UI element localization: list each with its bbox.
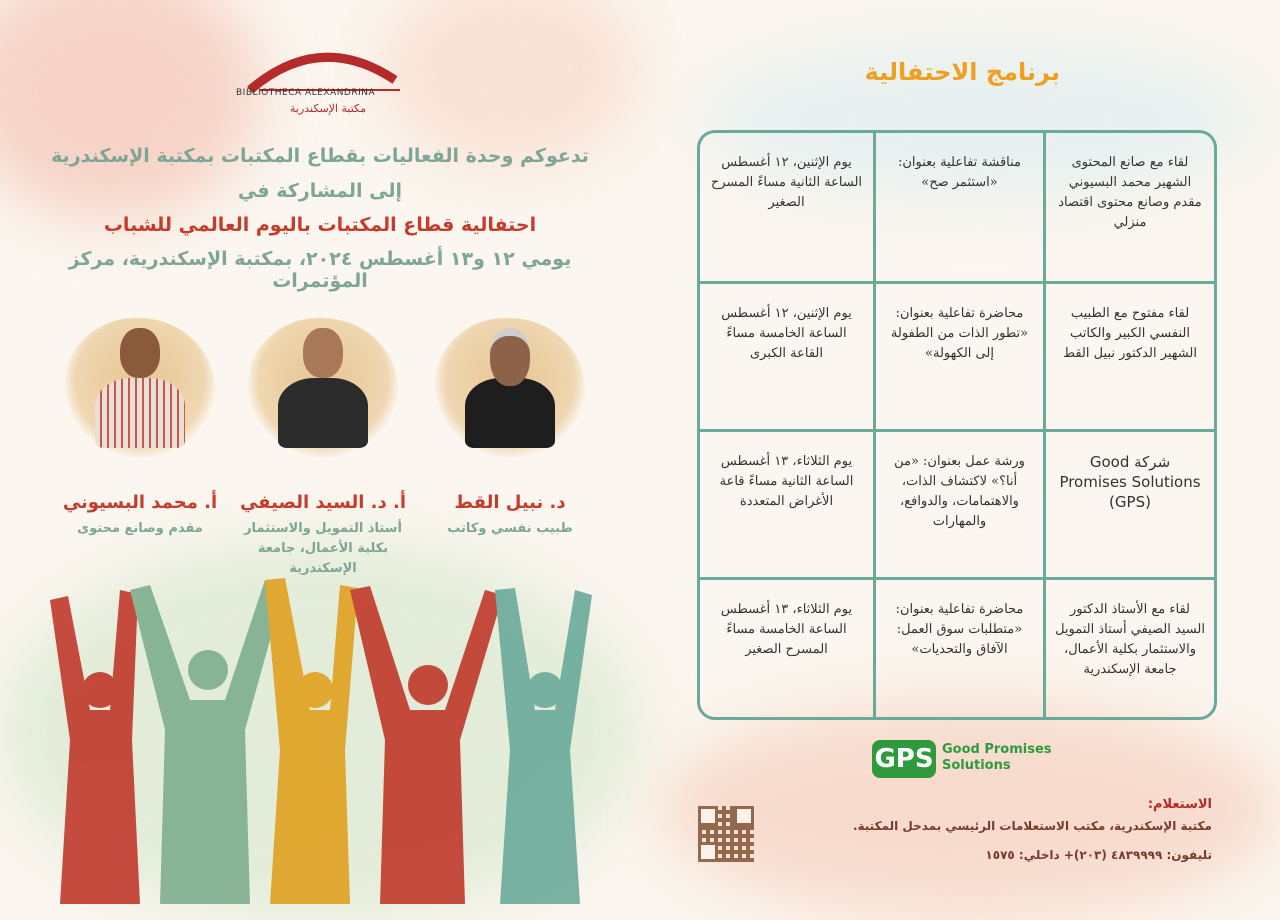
speaker-card (228, 318, 418, 579)
cell-topic: محاضرة تفاعلية بعنوان: «متطلبات سوق العمل: الآفاق والتحديات» (873, 580, 1046, 720)
gps-logo (872, 740, 1062, 780)
crowd-silhouette-illustration (40, 560, 600, 904)
cell-time-venue: يوم الإثنين، ١٢ أغسطس الساعة الثانية مساءً المسرح الصغير (710, 155, 863, 210)
speaker-photo (435, 318, 585, 458)
speaker-title: مقدم وصانع محتوى (77, 521, 203, 536)
table-row (700, 133, 1214, 281)
cell-time-venue: يوم الثلاثاء، ١٣ أغسطس الساعة الخامسة مساءً المسرح الصغير (720, 602, 853, 657)
program-table (697, 130, 1217, 720)
invitation-line-1: تدعوكم وحدة الفعاليات بقطاع المكتبات بمكتبة الإسكندرية (51, 145, 589, 167)
cell-topic: محاضرة تفاعلية بعنوان: «تطور الذات من الطفولة إلى الكهولة» (873, 284, 1046, 429)
speaker-name: أ. محمد البسيوني (62, 492, 218, 513)
event-title: احتفالية قطاع المكتبات باليوم العالمي للشباب (103, 214, 537, 236)
speaker-title: أستاذ التمويل والاستثمار بكلية الأعمال، جامعة الإسكندرية (244, 521, 402, 576)
speaker-name: أ. د. السيد الصيفي (239, 492, 407, 513)
library-logo (230, 40, 410, 120)
speaker-card (50, 318, 230, 539)
speaker-name: د. نبيل القط (454, 492, 566, 513)
program-title: برنامج الاحتفالية (864, 58, 1060, 86)
speaker-photo (65, 318, 215, 458)
speaker-card (420, 318, 600, 539)
table-row (700, 429, 1214, 577)
cell-time-venue: يوم الثلاثاء، ١٣ أغسطس الساعة الثانية مساءً قاعة الأغراض المتعددة (719, 454, 854, 509)
qr-code[interactable] (698, 806, 754, 862)
invitation-line-2: إلى المشاركة في (237, 180, 403, 202)
gps-name-line-2: Solutions (942, 758, 1011, 773)
cell-topic: مناقشة تفاعلية بعنوان: «استثمر صح» (873, 133, 1046, 281)
event-date-location: يومي ١٢ و١٣ أغسطس ٢٠٢٤، بمكتبة الإسكندرية، مركز المؤتمرات (68, 248, 572, 292)
invitation-panel (0, 0, 640, 904)
gps-mark: GPS (872, 740, 936, 778)
speaker-photo (248, 318, 398, 458)
logo-english: BIBLIOTHECA ALEXANDRINA (236, 88, 376, 98)
speaker-title: طبيب نفسي وكاتب (447, 521, 573, 536)
cell-topic: ورشة عمل بعنوان: «من أنا؟» لاكتشاف الذات، والاهتمامات، والدوافع، والمهارات (873, 432, 1046, 577)
contact-phone: تليفون: ٤٨٣٩٩٩٩ (٢٠٣)+ داخلي: ١٥٧٥ (985, 848, 1212, 862)
cell-session: لقاء مفتوح مع الطبيب النفسي الكبير والكاتب الشهير الدكتور نبيل القط (1063, 306, 1197, 361)
cell-session: شركة Good Promises Solutions (GPS) (1059, 453, 1201, 511)
qr-finder (698, 806, 718, 826)
contact-heading: الاستعلام: (1147, 797, 1212, 812)
gps-name-line-1: Good Promises (942, 742, 1052, 757)
table-row (700, 281, 1214, 429)
qr-finder (698, 842, 718, 862)
qr-finder (734, 806, 754, 826)
cell-session: لقاء مع صانع المحتوى الشهير محمد البسيوني مقدم وصانع محتوى اقتصاد منزلي (1058, 155, 1202, 230)
cell-time-venue: يوم الإثنين، ١٢ أغسطس الساعة الخامسة مساءً القاعة الكبرى (721, 306, 852, 361)
gps-name (942, 742, 1052, 774)
logo-arabic: مكتبة الإسكندرية (290, 102, 366, 115)
table-row (700, 577, 1214, 720)
cell-session: لقاء مع الأستاذ الدكتور السيد الصيفي أستاذ التمويل والاستثمار بكلية الأعمال، جامعة الإسكندرية (1055, 602, 1205, 677)
contact-location: مكتبة الإسكندرية، مكتب الاستعلامات الرئيسي بمدخل المكتبة. (852, 819, 1212, 833)
